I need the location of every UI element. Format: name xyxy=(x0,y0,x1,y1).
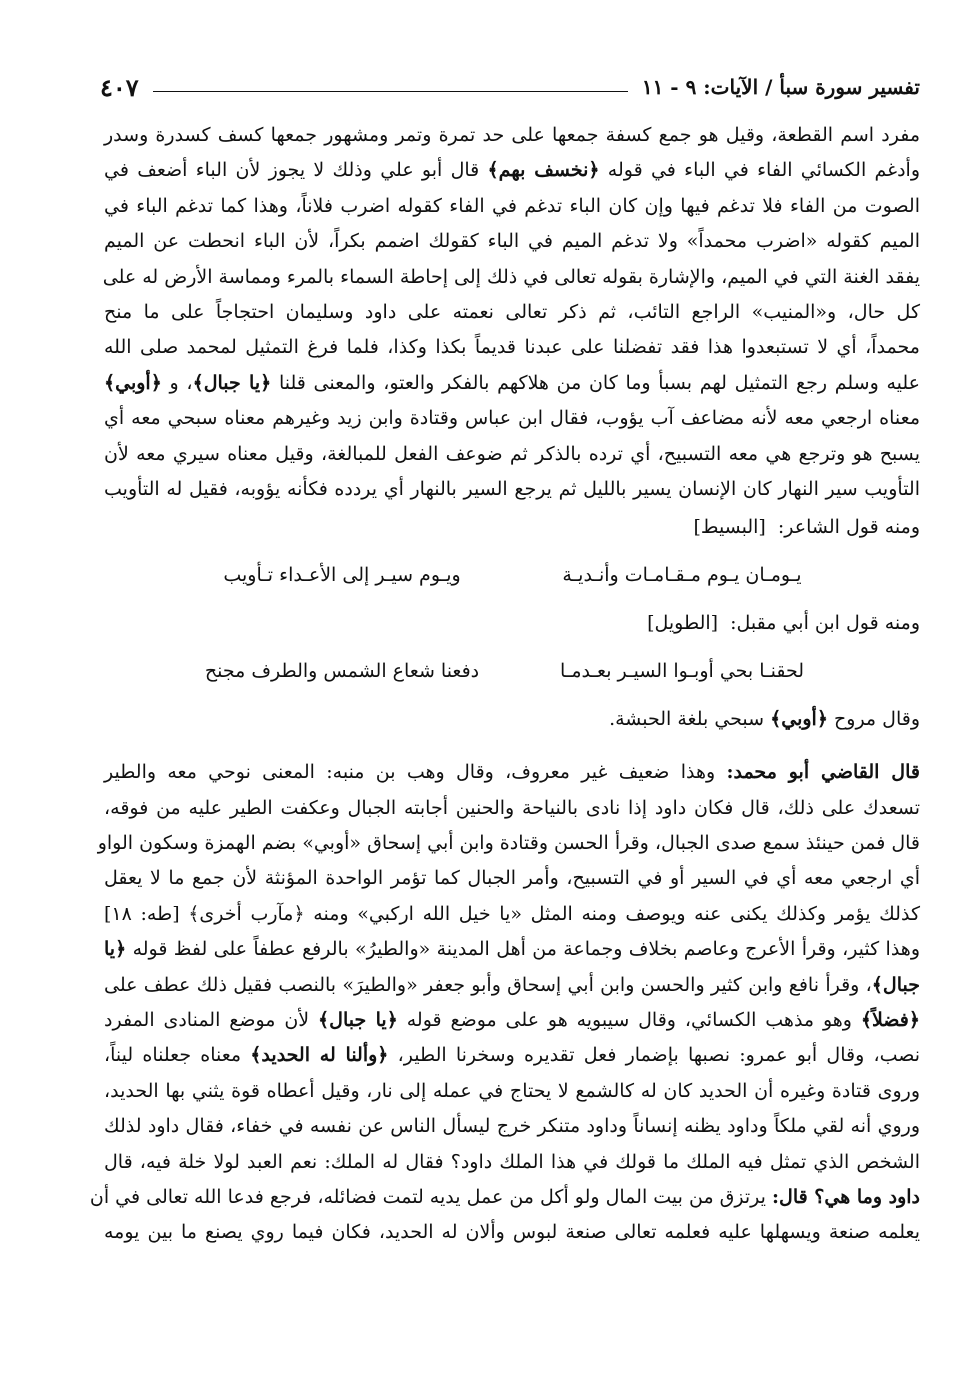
line-text: الصوت من الفاء فلا تدغم فيها وإن كان الباء تدغم في الفاء كقوله اضرب فلاناً، وهذا كما تدغم الباء في xyxy=(104,194,920,217)
commentary-block-2 xyxy=(89,755,921,1250)
poem-2-verse xyxy=(104,651,920,699)
text-line xyxy=(104,189,920,224)
line-text: معناه جعلناه ليناً، xyxy=(104,1044,251,1067)
emphasis-text: جبال﴾ xyxy=(871,973,920,996)
line-text: قال فمن حينئذ سمع صدى الجبال، وقرأ الحسن وقتادة وابن أبي إسحاق «أوبي» بضم الهمزة وسكون الواو xyxy=(97,832,920,855)
poem-1-verse xyxy=(104,555,920,603)
page-number: ٤٠٧ xyxy=(100,72,139,102)
line-text: وهو مذهب الكسائي، وقال سيبويه هو على موضع قوله xyxy=(397,1009,861,1032)
text-line xyxy=(104,1145,920,1180)
text-line xyxy=(104,897,920,932)
hemistich-gap xyxy=(497,651,527,699)
hemistich-gap xyxy=(497,555,527,603)
text-line xyxy=(104,260,920,295)
line-text: ، وقرأ نافع وابن كثير والحسن وابن أبي إسحاق وأبو جعفر «والطيرَ» بالنصب فقيل ذلك عطف على xyxy=(104,973,872,996)
poem-2-meter: [الطويل] xyxy=(647,612,719,635)
poem-1-meter: [البسيط] xyxy=(693,516,766,539)
poem-1-intro xyxy=(104,507,920,551)
poem-2-intro-text: ومنه قول ابن أبي مقبل: xyxy=(730,612,920,635)
line-text: يرتزق من بيت المال ولو أكل من عمل يديه لتمت فضائله، فرجع فدعا الله تعالى في أن xyxy=(89,1185,772,1208)
text-line xyxy=(104,1215,920,1250)
line-text: نصب، وقال أبو عمرو: نصبها بإضمار فعل تقديره وسخرنا الطير، xyxy=(388,1044,921,1067)
poem-1-first-hemistich: يـومـان يـوم مـقـامـات وأنـديـة xyxy=(562,564,802,587)
text-line xyxy=(97,826,920,861)
line-text: لأن موضع المنادى المفرد xyxy=(104,1009,318,1032)
poem-1-second-hemistich: ويـوم سيـر إلى الأعـداء تـأويب xyxy=(223,564,461,587)
line-text: محمداً، أي لا تستبعدوا هذا فقد تفضلنا على عبدنا قديماً بكذا وكذا، فلما فرغ التمثيل لمحمد صلى الله xyxy=(104,336,920,359)
emphasis-text: ﴿أوبي﴾ xyxy=(104,371,162,394)
text-line xyxy=(104,295,920,330)
line-text: الشخص الذي تمثل فيه الملك ما قولك في هذا الملك داود؟ فقال له الملك: نعم العبد لولا خلة فيه، قال xyxy=(104,1150,920,1173)
page-content xyxy=(89,118,921,1251)
text-line xyxy=(104,1074,920,1109)
line-text: يفقد الغنة التي في الميم، والإشارة بقوله تعالى في ذلك إلى إحاطة السماء بالمرء ومماسة الأرض له على xyxy=(102,265,920,288)
line-text: كذلك يؤمر وكذلك يكنى عنه ويوصف ومنه المثل «يا خيل الله اركبي» ومنه ﴿مآرب أخرى﴾ [طه: ١٨] xyxy=(104,902,920,925)
emphasis-text: ﴿أوبي﴾ xyxy=(770,708,828,731)
emphasis-text: داود وما هي؟ قال: xyxy=(772,1185,920,1208)
text-line xyxy=(104,755,920,790)
text-line xyxy=(104,330,920,365)
header-rule xyxy=(153,91,628,92)
text-line xyxy=(104,472,920,507)
line-text: وهذا كثير، وقرأ الأعرج وعاصم بخلاف وجماعة من أهل المدينة «والطيرُ» بالرفع عطفاً على لفظ قوله xyxy=(126,938,920,961)
text-line xyxy=(104,437,920,472)
closing-line xyxy=(104,699,920,743)
line-text: عليه وسلم رجع التمثيل لهم بسبأ وما كان من هلاكهم بالفكر والعتو، والمعنى قلنا xyxy=(271,371,920,394)
running-title: تفسير سورة سبأ / الآيات: ٩ - ١١ xyxy=(641,75,920,99)
text-line xyxy=(104,401,920,436)
line-text: سبحي بلغة الحبشة. xyxy=(609,708,771,731)
paragraph-spacer xyxy=(104,743,920,755)
text-line xyxy=(104,861,920,896)
text-line xyxy=(104,1003,920,1038)
line-text: وروى قتادة وغيره أن الحديد كان له كالشمع لا يحتاج في عمله إلى نار، وقيل أعطاه قوة يثني بها الحديد، xyxy=(104,1079,920,1102)
line-text: مفرد اسم القطعة، وقيل هو جمع كسفة جمعها على حد تمرة وتمر ومشهور جمعها كسف كسدرة وسدر xyxy=(104,124,920,146)
emphasis-text: ﴿يا جبال﴾ xyxy=(192,371,272,394)
line-text: أي ارجعي معه أي في السير أو في التسبيح، وأمر الجبال كما تؤمر الواحدة المؤنثة لأن جمع ما لا يعقل xyxy=(104,867,920,890)
emphasis-text: قال القاضي أبو محمد: xyxy=(726,761,920,784)
line-text: يسبح هو وترجع هي معه التسبيح، أي ترده بالذكر ثم ضوعف الفعل للمبالغة، وقيل معناه سيري معه لأن xyxy=(104,442,920,465)
text-line xyxy=(104,968,920,1003)
text-line xyxy=(104,1109,920,1144)
text-line xyxy=(89,1180,920,1215)
commentary-block-1 xyxy=(104,118,920,507)
running-header xyxy=(100,70,920,104)
line-text: التأويب سير النهار كان الإنسان يسير بالليل ثم يرجع السير بالنهار أي يردده فكأنه يؤوبه، فقيل له التأويب xyxy=(104,477,920,500)
poem-2-second-hemistich: دفعنا شعاع الشمس والطرف مجنح xyxy=(204,660,480,683)
poem-2-first-hemistich: لحقنـا بحي أوبـوا السيـر بعـدمـا xyxy=(559,660,805,683)
line-text: تسعدك على ذلك، قال فكان داود إذا نادى بالنياحة والحنين أجابته الجبال وعكفت الطير عليه من فوقه، xyxy=(104,796,920,819)
text-line xyxy=(104,932,920,967)
line-text: وروي أنه لقي ملكاً وداود يظنه إنساناً وداود متنكر خرج ليسأل الناس عن نفسه في خفاء، فقال داود لذلك xyxy=(104,1115,920,1138)
line-text: ، و xyxy=(161,371,193,394)
line-text: قال أبو علي وذلك لا يجوز لأن الباء أضعف في xyxy=(104,159,488,182)
text-line xyxy=(104,153,920,188)
line-text: وقال مروح xyxy=(827,708,920,731)
text-line xyxy=(104,118,920,153)
emphasis-text: ﴿يا جبال﴾ xyxy=(318,1009,398,1032)
line-text: وأدغم الكسائي الفاء في الباء في قوله xyxy=(599,159,920,182)
text-line xyxy=(104,1038,920,1073)
text-line xyxy=(104,224,920,259)
line-text: الميم كقوله «اضرب محمداً» ولا تدغم الميم في الباء كقولك اضمم بكراً، لأن الباء انحطت عن الميم xyxy=(104,230,920,253)
text-line xyxy=(104,366,920,401)
line-text: وهذا ضعيف غير معروف، وقال وهب بن منبه: المعنى نوحي معه والطير xyxy=(104,761,727,784)
emphasis-text: ﴿فضلاً﴾ xyxy=(860,1009,920,1032)
poem-2-intro xyxy=(104,603,920,647)
emphasis-text: ﴿وألنا له الحديد﴾ xyxy=(250,1044,389,1067)
emphasis-text: ﴿نخسف بهم﴾ xyxy=(487,159,600,182)
emphasis-text: ﴿يا xyxy=(104,938,127,961)
line-text: يعلمه صنعة ويسهلها عليه فعلمه تعالى صنعة لبوس وألان له الحديد، فكان فيما روي يصنع ما بين يومه xyxy=(104,1221,920,1244)
line-text: معناه ارجعي معه لأنه مضاعف آب يؤوب، فقال ابن عباس وقتادة وابن زيد وغيرهم معناه سبحي معه أي xyxy=(104,407,920,430)
text-line xyxy=(104,791,920,826)
poem-1-intro-text: ومنه قول الشاعر: xyxy=(777,516,920,539)
line-text: كل حال، و«المنيب» الراجع التائب، ثم ذكر تعالى نعمته على داود وسليمان احتجاجاً على ما منح xyxy=(104,300,920,323)
